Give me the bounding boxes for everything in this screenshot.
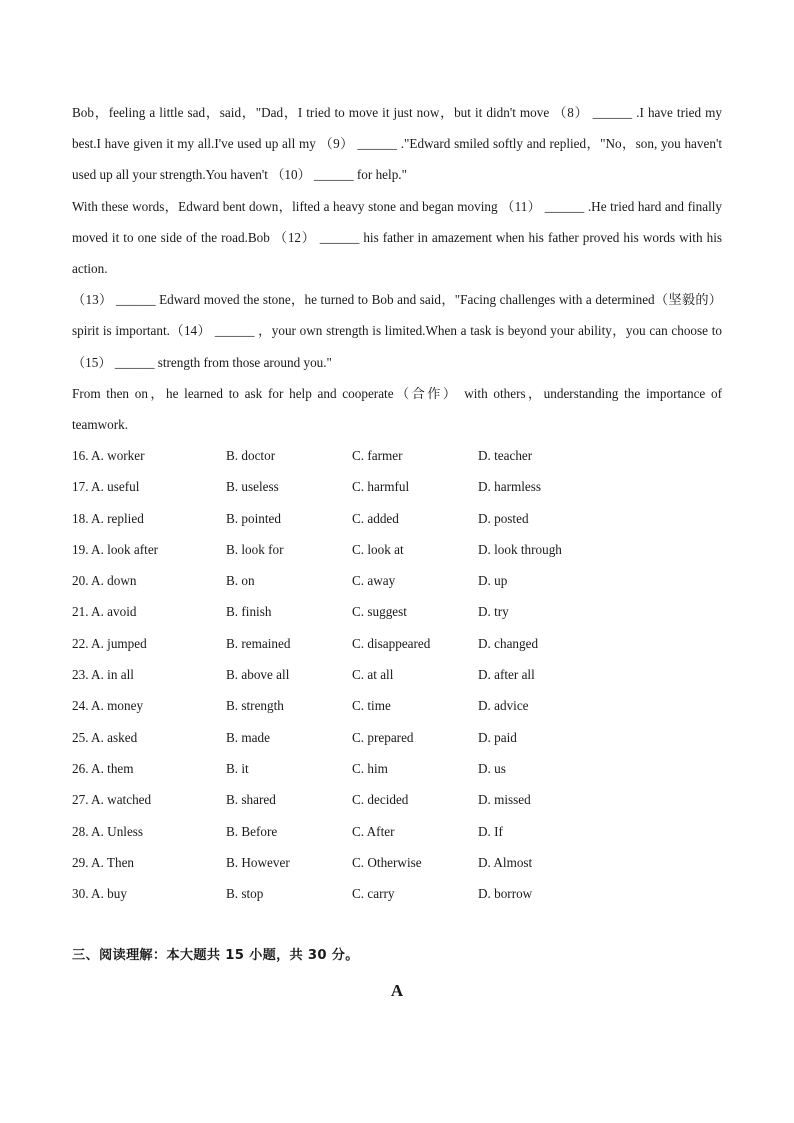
passage-paragraph: From then on，he learned to ask for help and cooperate（合作） with others，understanding the importance of teamwork. (72, 385, 722, 433)
option-c: C. added (352, 510, 399, 526)
option-a: 20. A. down (72, 573, 137, 589)
option-b: B. on (226, 573, 255, 589)
option-row (72, 784, 722, 815)
option-row (72, 471, 722, 502)
option-b: B. Before (226, 823, 278, 839)
option-d: D. harmless (478, 479, 541, 495)
option-a: 17. A. useful (72, 479, 140, 495)
option-c: C. look at (352, 541, 404, 557)
option-row (72, 596, 722, 627)
option-d: D. try (478, 604, 509, 620)
option-row (72, 690, 722, 721)
option-b: B. remained (226, 635, 291, 651)
option-c: C. decided (352, 792, 409, 808)
option-a: 30. A. buy (72, 886, 127, 902)
option-a: 16. A. worker (72, 448, 145, 463)
option-d: D. advice (478, 698, 529, 714)
option-c: C. Otherwise (352, 854, 422, 870)
option-row (72, 503, 722, 534)
passage-paragraph: （13） ______ Edward moved the stone，he turned to Bob and said，"Facing challenges with a determined（坚毅的） spirit is important.（14） ______ ，your own strength is limited.When a task is beyond your ability，you can choose to （15） ______ strength from those around you." (72, 292, 722, 370)
option-d: D. changed (478, 635, 539, 651)
section-heading: 三、阅读理解：本大题共 15 小题，共 30 分。 (72, 948, 359, 963)
option-d: D. paid (478, 729, 517, 745)
option-b: B. shared (226, 792, 276, 808)
option-b: B. it (226, 760, 249, 776)
option-b: B. look for (226, 541, 284, 557)
option-d: D. If (478, 823, 503, 839)
option-b: B. pointed (226, 510, 281, 526)
option-d: D. posted (478, 510, 529, 526)
option-row (72, 659, 722, 690)
option-c: C. disappeared (352, 635, 431, 651)
option-b: B. However (226, 854, 290, 870)
option-b: B. strength (226, 698, 284, 714)
option-row (72, 722, 722, 753)
option-d: D. us (478, 760, 506, 776)
option-c: C. prepared (352, 729, 414, 745)
option-a: 25. A. asked (72, 729, 138, 745)
option-a: 22. A. jumped (72, 635, 147, 651)
option-c: C. time (352, 698, 391, 714)
option-c: C. suggest (352, 604, 407, 620)
option-d: D. teacher (478, 448, 533, 463)
passage-paragraph: Bob，feeling a little sad，said，"Dad，I tried to move it just now，but it didn't move （8） ______ .I have tried my best.I have given it my all.I've used up all my （9） ______ ."Edward smiled softly and replied，"No，son, you haven't used up all your strength.You haven't （10） ______ for help." (72, 105, 722, 183)
option-a: 26. A. them (72, 760, 134, 776)
cloze-passage (72, 97, 722, 440)
option-row (72, 847, 722, 878)
option-a: 19. A. look after (72, 541, 159, 557)
option-b: B. made (226, 729, 270, 745)
option-b: B. stop (226, 886, 264, 902)
option-row (72, 878, 722, 909)
option-c: C. After (352, 823, 395, 839)
option-a: 24. A. money (72, 698, 144, 714)
option-c: C. away (352, 573, 396, 589)
option-row (72, 816, 722, 847)
option-a: 27. A. watched (72, 792, 152, 808)
option-d: D. after all (478, 667, 535, 683)
option-b: B. doctor (226, 448, 276, 463)
option-row (72, 628, 722, 659)
option-row (72, 753, 722, 784)
option-a: 28. A. Unless (72, 823, 144, 839)
option-c: C. farmer (352, 448, 403, 463)
option-b: B. finish (226, 604, 272, 620)
option-row (72, 565, 722, 596)
option-d: D. Almost (478, 854, 533, 870)
option-b: B. above all (226, 667, 290, 683)
option-a: 23. A. in all (72, 667, 134, 683)
option-c: C. at all (352, 667, 394, 683)
option-a: 21. A. avoid (72, 604, 137, 620)
option-d: D. missed (478, 792, 531, 808)
passage-paragraph: With these words，Edward bent down，lifted a heavy stone and began moving （11） ______ .He tried hard and finally moved it to one side of the road.Bob （12） ______ his father in amazement when his father proved his words with his action. (72, 198, 722, 277)
option-d: D. up (478, 573, 508, 589)
option-c: C. harmful (352, 479, 410, 495)
answer-options-list (72, 440, 722, 909)
part-heading: A (390, 981, 404, 1000)
option-d: D. look through (478, 541, 562, 557)
option-a: 29. A. Then (72, 854, 135, 870)
option-c: C. carry (352, 886, 395, 902)
option-d: D. borrow (478, 886, 533, 902)
option-a: 18. A. replied (72, 510, 144, 526)
option-b: B. useless (226, 479, 279, 495)
option-row (72, 440, 722, 471)
option-row (72, 534, 722, 565)
option-c: C. him (352, 760, 388, 776)
